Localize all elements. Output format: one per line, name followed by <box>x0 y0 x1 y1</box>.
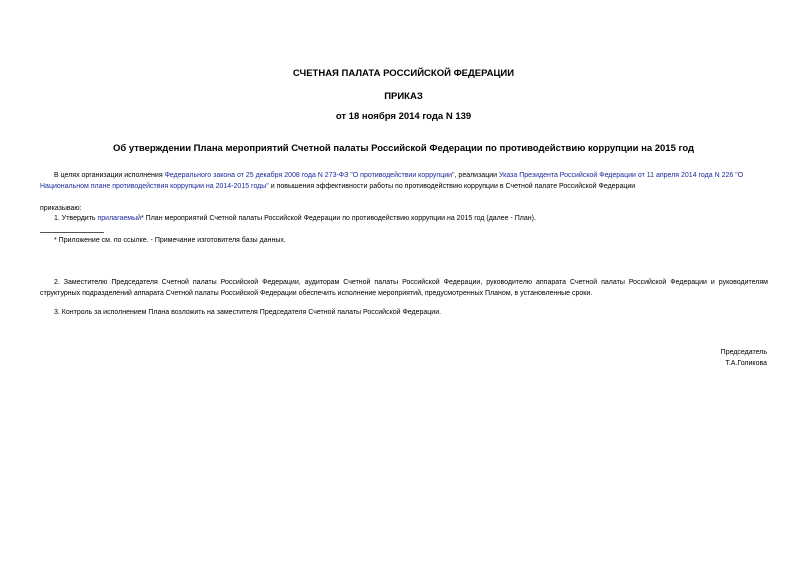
footnote-divider <box>40 232 104 233</box>
footnote: * Приложение см. по ссылке. - Примечание изготовителя базы данных. <box>54 237 286 244</box>
signature-position: Председатель <box>720 349 767 356</box>
signature-name: Т.А.Голикова <box>725 360 767 367</box>
item-3-paragraph: 3. Контроль за исполнением Плана возложить на заместителя Председателя Счетной палаты Российской Федерации. <box>54 309 442 316</box>
orders-word: приказываю: <box>40 205 82 212</box>
document-type-heading: ПРИКАЗ <box>384 91 423 102</box>
organization-heading: СЧЕТНАЯ ПАЛАТА РОССИЙСКОЙ ФЕДЕРАЦИИ <box>292 68 515 79</box>
intro-paragraph <box>40 170 768 192</box>
presidential-decree-link[interactable]: Указа Президента Российской Федерации от 11 апреля 2014 года N 226 "О Национальном плане противодействия коррупции на 2014-2015 годы" <box>40 172 744 190</box>
item-1-text-2: * План мероприятий Счетной палаты Российской Федерации по противодействию коррупции на 2015 год (далее - План). <box>141 215 536 222</box>
document-title: Об утверждении Плана мероприятий Счетной палаты Российской Федерации по противодействию коррупции на 2015 год <box>112 143 695 154</box>
intro-text-2: , реализации <box>454 172 499 179</box>
intro-text-1: В целях организации исполнения <box>54 172 165 179</box>
federal-law-link[interactable]: Федерального закона от 25 декабря 2008 года N 273-ФЗ "О противодействии коррупции" <box>164 172 455 179</box>
item-1-paragraph <box>40 213 768 224</box>
item-2-paragraph: 2. Заместителю Председателя Счетной палаты Российской Федерации, аудиторам Счетной палаты Российской Федерации, руководителю аппарата Счетной палаты Российской Федерации и руководителям структурных подразделений аппарата Счетной палаты Российской Федерации обеспечить исполнение мероприятий, предусмотренных Планом, в установленные сроки. <box>40 279 768 297</box>
item-1-text-1: 1. Утвердить <box>54 215 98 222</box>
date-number-heading: от 18 ноября 2014 года N 139 <box>335 111 472 122</box>
attached-plan-link[interactable]: прилагаемый <box>97 215 142 222</box>
intro-text-3: и повышения эффективности работы по противодействию коррупции в Счетной палате Российской Федерации <box>268 183 636 190</box>
